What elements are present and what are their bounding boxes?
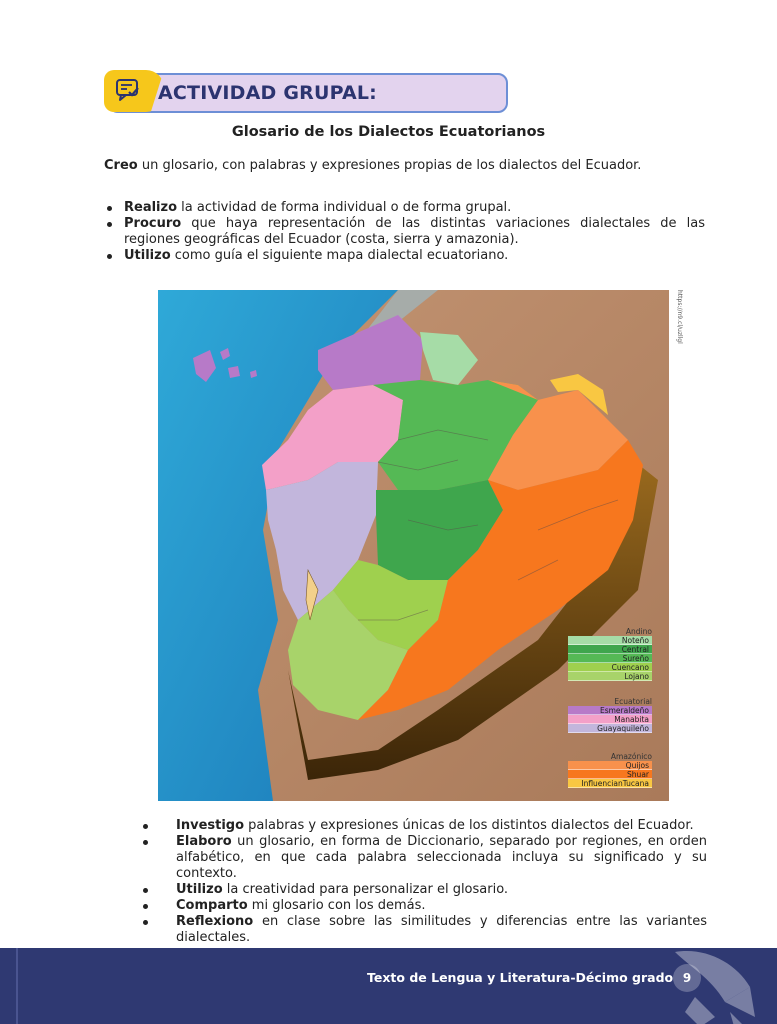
legend-item: Quijos <box>568 761 652 770</box>
legend-item: Manabita <box>568 715 652 724</box>
legend-item: Cuencano <box>568 663 652 672</box>
ecuador-dialect-map <box>158 290 669 801</box>
list-item: Realizo la actividad de forma individual o de forma grupal. <box>104 200 705 216</box>
steps-list <box>140 818 707 946</box>
legend-item: Central <box>568 645 652 654</box>
legend-amazonico <box>568 752 652 788</box>
footer-stripe <box>16 948 18 1024</box>
legend-item: Noteño <box>568 636 652 645</box>
page-number: 9 <box>682 971 692 985</box>
list-item: Elaboro un glosario, en forma de Diccionario, separado por regiones, en orden alfabético, en que cada palabra seleccionada incluya su significado y su contexto. <box>140 834 707 882</box>
list-item: Comparto mi glosario con los demás. <box>140 898 707 914</box>
legend-title: Ecuatorial <box>614 697 652 706</box>
legend-item: Shuar <box>568 770 652 779</box>
footer-book-title: Texto de Lengua y Literatura-Décimo grado <box>367 970 674 985</box>
legend-item: Esmeraldeño <box>568 706 652 715</box>
legend-item: Guayaquileño <box>568 724 652 733</box>
list-item: Procuro que haya representación de las distintas variaciones dialectales de las regiones geográficas del Ecuador (costa, sierra y amazonia). <box>104 216 705 248</box>
list-item: Utilizo la creatividad para personalizar el glosario. <box>140 882 707 898</box>
page-title: Glosario de los Dialectos Ecuatorianos <box>231 124 546 140</box>
legend-title: Amazónico <box>610 752 652 761</box>
activity-title: ACTIVIDAD GRUPAL: <box>158 82 377 104</box>
list-item: Investigo palabras y expresiones únicas de los distintos dialectos del Ecuador. <box>140 818 707 834</box>
list-item: Utilizo como guía el siguiente mapa dialectal ecuatoriano. <box>104 248 705 264</box>
legend-ecuatorial <box>568 697 652 733</box>
legend-title: Andino <box>625 627 652 636</box>
legend-andino <box>568 627 652 681</box>
legend-item: Lojano <box>568 672 652 681</box>
instructions-list <box>104 200 705 264</box>
legend-item: InfluencianTucana <box>568 779 652 788</box>
rocket-icon <box>655 942 765 1024</box>
intro-paragraph: Creo un glosario, con palabras y expresiones propias de los dialectos del Ecuador. <box>104 158 642 173</box>
list-item: Reflexiono en clase sobre las similitudes y diferencias entre las variantes dialectales. <box>140 914 707 946</box>
legend-item: Sureño <box>568 654 652 663</box>
map-source-link[interactable]: https://n9.cl/uzllgl <box>676 290 683 344</box>
checklist-chat-icon <box>115 78 141 102</box>
